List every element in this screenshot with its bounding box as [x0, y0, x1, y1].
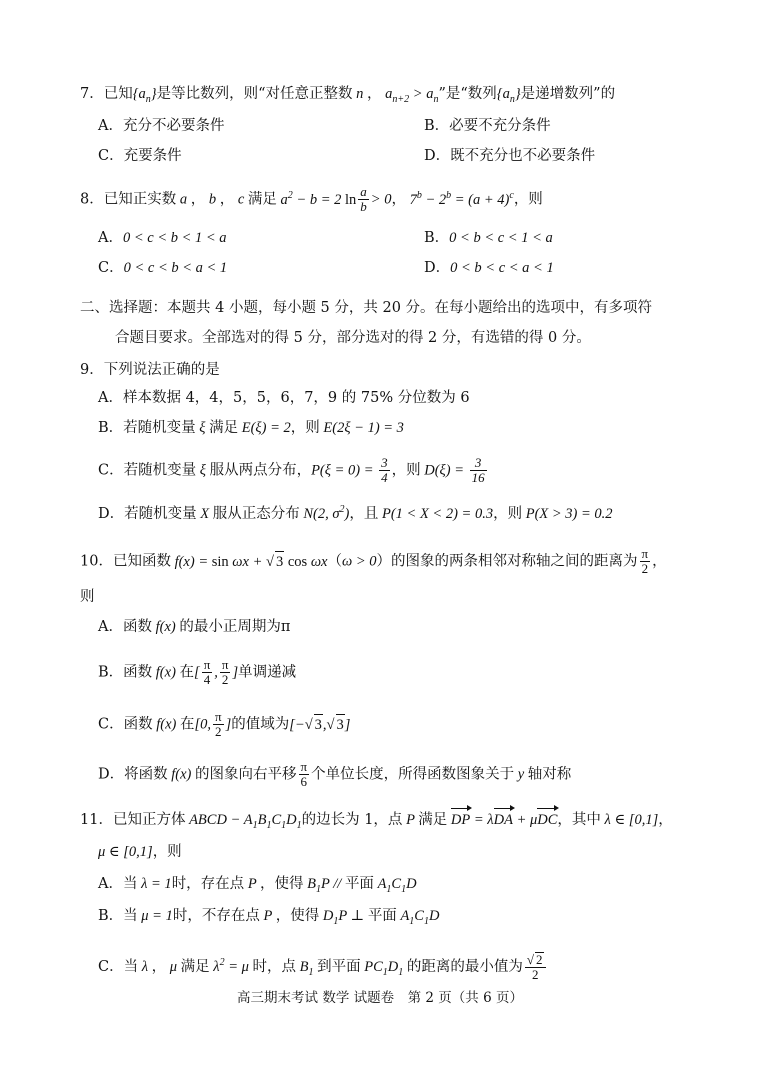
q7-stem: 7．已知$\{a_n\}$是等比数列，则“对任意正整数 n ， $a_{n+2} > a_n$”是“数列$\{a_n\}$是递增数列”的 — [80, 86, 616, 105]
q9-option-d: D．若随机变量 X 服从正态分布 N(2, $\sigma^2$)，且 P(1 < X < 2) = 0.3，则 P(X > 3) = 0.2 — [98, 504, 613, 522]
q10-option-a: A．函数 f(x) 的最小正周期为π — [98, 619, 291, 635]
q11-stem: 11．已知正方体 ABCD − $A_1B_1C_1D_1$的边长为 1，点 P 满足 DP = λDA + μDC，其中 λ ∈ [0,1]， — [80, 808, 673, 830]
q8-stem-part: 满足 — [247, 191, 277, 208]
q11-option-b: B．当 μ = 1时，不存在点 P ，使得 $D_1P$ ⊥ 平面 $A_1C_1D$ — [98, 908, 440, 927]
q8-stem-part: ， — [391, 191, 406, 208]
q10-stem-then: 则 — [80, 589, 95, 605]
q9-option-c: C．若随机变量 ξ 服从两点分布，P(ξ = 0) = $\frac{3}{4}$ ，则 D(ξ) = $\frac{3}{16}$ — [98, 455, 485, 485]
q7-stem-part: 是等比数列，则“对任意正整数 — [156, 86, 353, 102]
q7-option-d: D．既不充分也不必要条件 — [424, 148, 596, 164]
q8-option-d: D．0 < b < c < a < 1 — [424, 260, 554, 276]
q8-stem-part: ，则 — [513, 191, 543, 208]
q10-stem: 10．已知函数 f(x) = sin ωx + √ 3 cos ωx（ω > 0）的图象的两条相邻对称轴之间的距离为 $\frac{\pi}{2}$ ， — [80, 546, 667, 576]
q10-option-d: D．将函数 f(x) 的图象向右平移 $\frac{\pi}{6}$ 个单位长度，所得函数图象关于 y 轴对称 — [98, 759, 572, 789]
q7-stem-part: ， — [367, 86, 382, 102]
q8-option-b: B．0 < b < c < 1 < a — [424, 230, 553, 246]
q11-stem-cont: μ ∈ [0,1]，则 — [98, 844, 182, 860]
q7-option-a: A．充分不必要条件 — [98, 118, 225, 134]
q7-stem-part: 是递增数列”的 — [520, 86, 616, 102]
q7-stem-part: 7．已知 — [80, 86, 133, 102]
q7-option-b: B．必要不充分条件 — [424, 118, 551, 134]
q8-stem: 8．已知正实数 a ， b ， c 满足 $a^2 - b = 2$ ln $\frac{a}{b}$ > 0， $7^b - 2^b = (a + 4)^c$，则 — [80, 184, 543, 214]
q9-option-a: A．样本数据 4，4，5，5，6，7，9 的 75% 分位数为 6 — [98, 390, 470, 406]
section-2-heading — [80, 298, 652, 318]
q8-option-a: A．0 < c < b < 1 < a — [98, 230, 227, 246]
q9-stem: 9．下列说法正确的是 — [80, 362, 220, 378]
q10-option-c: C．函数 f(x) 在[0, $\frac{\pi}{2}$ ]的值域为[−√ 3,√ 3] — [98, 709, 351, 739]
q9-option-b: B．若随机变量 ξ 满足 E(ξ) = 2，则 E(2ξ − 1) = 3 — [98, 420, 404, 436]
section-2-heading-cont: 合题目要求。全部选对的得 5 分，部分选对的得 2 分，有选错的得 0 分。 — [115, 330, 591, 346]
q7-option-c: C．充要条件 — [98, 148, 182, 164]
q11-option-a: A．当 λ = 1时，存在点 P ，使得 $B_1P$ // 平面 $A_1C_1D$ — [98, 876, 417, 895]
section-2-line-1: 二、选择题：本题共 4 小题，每小题 5 分，共 20 分。在每小题给出的选项中，有多项符 — [80, 300, 653, 316]
q8-option-c: C．0 < c < b < a < 1 — [98, 260, 228, 276]
page-footer: 高三期末考试 数学 试题卷 第 2 页（共 6 页） — [237, 990, 523, 1006]
q7-stem-part: ”是“数列 — [438, 86, 497, 102]
q10-option-b: B．函数 f(x) 在[ $\frac{\pi}{4}$ , $\frac{\pi}{2}$ ]单调递减 — [98, 657, 297, 687]
q11-option-c: C．当 λ ， μ 满足 $\lambda^2 = \mu$ 时，点 $B_1$ 到平面 $PC_1D_1$ 的距离的最小值为 $\frac{√ 2}{2}$ — [98, 952, 548, 982]
q8-stem-part: 8．已知正实数 — [80, 191, 177, 208]
